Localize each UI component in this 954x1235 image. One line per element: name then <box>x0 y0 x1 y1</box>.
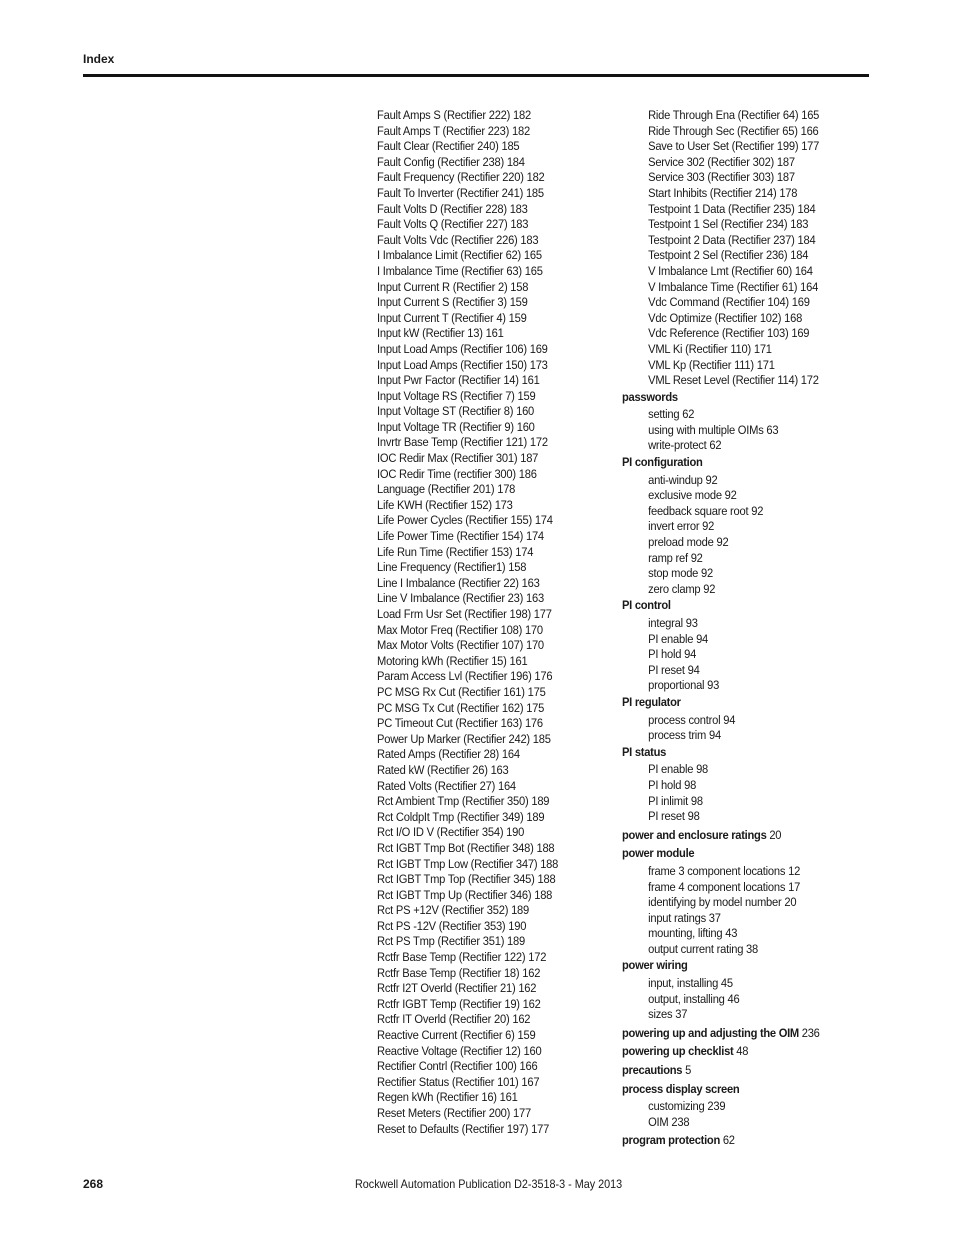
index-heading-term: power and enclosure ratings <box>622 827 767 842</box>
index-subentry: Input Voltage TR (Rectifier 9) 160 <box>377 419 535 434</box>
index-subentry: Line V Imbalance (Rectifier 23) 163 <box>377 591 544 606</box>
index-subentry: Life Power Cycles (Rectifier 155) 174 <box>377 513 553 528</box>
index-heading <box>622 1082 856 1098</box>
index-subentry: Reset to Defaults (Rectifier 197) 177 <box>377 1121 550 1136</box>
index-heading <box>622 745 856 761</box>
index-subentry: Fault Volts Vdc (Rectifier 226) 183 <box>377 232 539 247</box>
index-subentry: zero clamp 92 <box>648 581 716 596</box>
index-subentry: PI enable 94 <box>648 631 709 646</box>
index-subentry: stop mode 92 <box>648 566 713 581</box>
index-heading <box>622 695 856 711</box>
index-subentry: Testpoint 1 Data (Rectifier 235) 184 <box>648 201 816 216</box>
index-heading-term: process display screen <box>622 1081 740 1096</box>
index-subentry: proportional 93 <box>648 678 720 693</box>
index-subentry: Reset Meters (Rectifier 200) 177 <box>377 1106 531 1120</box>
index-column-right <box>622 108 882 1152</box>
index-subentry: Input Current R (Rectifier 2) 158 <box>377 279 529 294</box>
index-heading-term: powering up checklist <box>622 1044 734 1059</box>
index-heading-page: 62 <box>722 1133 735 1148</box>
index-subentry: Max Motor Freq (Rectifier 108) 170 <box>377 622 543 637</box>
index-subentry: Ride Through Sec (Rectifier 65) 166 <box>648 123 819 138</box>
index-column-left <box>377 108 617 1137</box>
index-subentry: Reactive Current (Rectifier 6) 159 <box>377 1028 536 1043</box>
index-subentry: Vdc Optimize (Rectifier 102) 168 <box>648 310 803 325</box>
index-subentry: V Imbalance Time (Rectifier 61) 164 <box>648 279 819 294</box>
index-subentry: PC Timeout Cut (Rectifier 163) 176 <box>377 716 543 731</box>
index-subentry: Life KWH (Rectifier 152) 173 <box>377 497 513 512</box>
index-heading-page: 48 <box>736 1044 749 1059</box>
index-subentry: Power Up Marker (Rectifier 242) 185 <box>377 731 551 746</box>
index-heading-term: PI regulator <box>622 694 681 709</box>
index-heading <box>622 828 856 844</box>
index-subentry: Vdc Reference (Rectifier 103) 169 <box>648 326 810 341</box>
index-subentry: using with multiple OIMs 63 <box>648 422 779 437</box>
index-heading-term: powering up and adjusting the OIM <box>622 1025 799 1040</box>
index-heading-page: 20 <box>769 827 782 842</box>
index-subentry: input, installing 45 <box>648 976 733 991</box>
index-subentry: Rct IGBT Tmp Bot (Rectifier 348) 188 <box>377 840 555 855</box>
index-subentry: Rct IGBT Tmp Low (Rectifier 347) 188 <box>377 856 559 871</box>
index-subentry: invert error 92 <box>648 519 715 534</box>
index-subentry: Rct PS -12V (Rectifier 353) 190 <box>377 918 527 933</box>
index-subentry: exclusive mode 92 <box>648 488 737 503</box>
index-subentry: Rct I/O ID V (Rectifier 354) 190 <box>377 825 525 840</box>
index-heading <box>622 846 856 862</box>
index-subentry: OIM 238 <box>648 1114 690 1129</box>
index-heading-term: precautions <box>622 1063 683 1078</box>
index-subentry: preload mode 92 <box>648 535 729 550</box>
index-subentry: process control 94 <box>648 712 736 727</box>
index-subentry: Service 302 (Rectifier 302) 187 <box>648 154 795 169</box>
index-subentry: Input Current T (Rectifier 4) 159 <box>377 310 527 325</box>
index-subentry: PI reset 98 <box>648 809 700 824</box>
index-subentry: ramp ref 92 <box>648 550 703 565</box>
index-subentry: VML Ki (Rectifier 110) 171 <box>648 341 772 356</box>
index-heading-term: program protection <box>622 1133 720 1148</box>
index-subentry: Life Run Time (Rectifier 153) 174 <box>377 544 534 559</box>
index-subentry: frame 3 component locations 12 <box>648 863 801 878</box>
index-subentry: Input Current S (Rectifier 3) 159 <box>377 295 528 310</box>
index-subentry: Start Inhibits (Rectifier 214) 178 <box>648 185 798 200</box>
publication-info: Rockwell Automation Publication D2-3518-3 - May 2013 <box>355 1177 623 1191</box>
index-subentry: IOC Redir Time (rectifier 300) 186 <box>377 466 537 481</box>
index-subentry: Input Voltage RS (Rectifier 7) 159 <box>377 388 536 403</box>
index-subentry: Load Frm Usr Set (Rectifier 198) 177 <box>377 607 552 621</box>
index-subentry: anti-windup 92 <box>648 472 718 487</box>
index-heading <box>622 390 856 406</box>
index-subentry: Rct PS Tmp (Rectifier 351) 189 <box>377 934 525 949</box>
index-heading-term: passwords <box>622 389 678 404</box>
index-subentry: PI reset 94 <box>648 662 700 677</box>
index-subentry: V Imbalance Lmt (Rectifier 60) 164 <box>648 263 813 278</box>
index-subentry: Rated kW (Rectifier 26) 163 <box>377 762 509 777</box>
index-heading-term: PI control <box>622 598 671 613</box>
index-subentry: Rectifier Contrl (Rectifier 100) 166 <box>377 1059 538 1074</box>
index-subentry: frame 4 component locations 17 <box>648 879 801 894</box>
index-subentry: PI hold 94 <box>648 647 697 662</box>
index-subentry: Rctfr Base Temp (Rectifier 122) 172 <box>377 950 547 965</box>
index-subentry: Max Motor Volts (Rectifier 107) 170 <box>377 638 544 653</box>
index-subentry: Ride Through Ena (Rectifier 64) 165 <box>648 108 820 122</box>
index-subentry: Reactive Voltage (Rectifier 12) 160 <box>377 1043 542 1058</box>
index-subentry: Service 303 (Rectifier 303) 187 <box>648 170 795 185</box>
index-heading-page: 5 <box>685 1063 692 1078</box>
index-subentry: Testpoint 2 Sel (Rectifier 236) 184 <box>648 248 809 263</box>
index-subentry: Rct ColdpIt Tmp (Rectifier 349) 189 <box>377 809 545 824</box>
index-subentry: write-protect 62 <box>648 438 722 453</box>
index-subentry: Input Load Amps (Rectifier 106) 169 <box>377 341 548 356</box>
index-subentry: sizes 37 <box>648 1007 688 1022</box>
index-subentry: Rated Volts (Rectifier 27) 164 <box>377 778 516 793</box>
index-subentry: input ratings 37 <box>648 910 721 925</box>
index-subentry: PI hold 98 <box>648 777 697 792</box>
index-heading-term: power wiring <box>622 958 688 973</box>
index-subentry: Rctfr IT Overld (Rectifier 20) 162 <box>377 1012 531 1027</box>
index-subentry: Rct PS +12V (Rectifier 352) 189 <box>377 903 530 918</box>
index-subentry: Line I Imbalance (Rectifier 22) 163 <box>377 575 540 590</box>
page-number: 268 <box>83 1177 104 1191</box>
index-subentry: Fault Config (Rectifier 238) 184 <box>377 154 525 169</box>
index-heading-term: PI configuration <box>622 455 703 470</box>
index-subentry: Language (Rectifier 201) 178 <box>377 482 516 497</box>
index-subentry: Vdc Command (Rectifier 104) 169 <box>648 295 810 310</box>
index-subentry: Fault To Inverter (Rectifier 241) 185 <box>377 185 544 200</box>
index-subentry: VML Reset Level (Rectifier 114) 172 <box>648 373 819 388</box>
index-subentry: Motoring kWh (Rectifier 15) 161 <box>377 653 528 668</box>
index-heading-page: 236 <box>801 1025 820 1040</box>
index-subentry: Testpoint 2 Data (Rectifier 237) 184 <box>648 232 816 247</box>
index-subentry: Rct IGBT Tmp Top (Rectifier 345) 188 <box>377 872 556 887</box>
index-subentry: identifying by model number 20 <box>648 895 797 910</box>
index-subentry: Fault Clear (Rectifier 240) 185 <box>377 139 520 154</box>
index-subentry: Input kW (Rectifier 13) 161 <box>377 326 504 341</box>
header-rule <box>83 74 869 77</box>
index-subentry: Save to User Set (Rectifier 199) 177 <box>648 139 820 154</box>
index-subentry: Rct Ambient Tmp (Rectifier 350) 189 <box>377 794 550 809</box>
index-subentry: Life Power Time (Rectifier 154) 174 <box>377 529 544 544</box>
index-subentry: customizing 239 <box>648 1099 726 1114</box>
index-subentry: VML Kp (Rectifier 111) 171 <box>648 357 775 372</box>
index-heading-term: PI status <box>622 744 667 759</box>
index-subentry: Rectifier Status (Rectifier 101) 167 <box>377 1074 540 1089</box>
index-subentry: Fault Amps T (Rectifier 223) 182 <box>377 123 530 138</box>
index-subentry: PC MSG Rx Cut (Rectifier 161) 175 <box>377 684 546 699</box>
index-subentry: Rct IGBT Tmp Up (Rectifier 346) 188 <box>377 887 553 902</box>
index-heading <box>622 1133 856 1149</box>
index-subentry: IOC Redir Max (Rectifier 301) 187 <box>377 451 539 466</box>
index-subentry: mounting, lifting 43 <box>648 926 738 941</box>
index-subentry: Param Access Lvl (Rectifier 196) 176 <box>377 669 553 684</box>
index-subentry: PC MSG Tx Cut (Rectifier 162) 175 <box>377 700 545 715</box>
index-subentry: process trim 94 <box>648 728 721 743</box>
index-subentry: Rctfr I2T Overld (Rectifier 21) 162 <box>377 981 537 996</box>
index-heading <box>622 1044 856 1060</box>
index-subentry: Testpoint 1 Sel (Rectifier 234) 183 <box>648 217 809 232</box>
index-subentry: Line Frequency (Rectifier1) 158 <box>377 560 527 575</box>
index-subentry: integral 93 <box>648 616 698 630</box>
index-subentry: Regen kWh (Rectifier 16) 161 <box>377 1090 518 1105</box>
index-subentry: feedback square root 92 <box>648 503 764 518</box>
index-subentry: Rctfr IGBT Temp (Rectifier 19) 162 <box>377 996 541 1011</box>
index-subentry: Rctfr Base Temp (Rectifier 18) 162 <box>377 965 541 980</box>
index-heading <box>622 598 856 614</box>
index-subentry: Input Voltage ST (Rectifier 8) 160 <box>377 404 535 419</box>
index-subentry: Invrtr Base Temp (Rectifier 121) 172 <box>377 435 548 450</box>
index-heading <box>622 455 856 471</box>
index-subentry: Input Load Amps (Rectifier 150) 173 <box>377 357 548 372</box>
index-heading <box>622 1026 856 1042</box>
index-subentry: output current rating 38 <box>648 941 759 956</box>
index-subentry: Fault Frequency (Rectifier 220) 182 <box>377 170 545 185</box>
index-subentry: I Imbalance Limit (Rectifier 62) 165 <box>377 248 542 263</box>
index-heading <box>622 1063 856 1079</box>
index-subentry: output, installing 46 <box>648 991 740 1006</box>
index-subentry: Fault Volts D (Rectifier 228) 183 <box>377 201 528 216</box>
index-subentry: PI enable 98 <box>648 762 709 777</box>
index-subentry: I Imbalance Time (Rectifier 63) 165 <box>377 263 543 278</box>
index-subentry: Input Pwr Factor (Rectifier 14) 161 <box>377 373 540 388</box>
index-subentry: Fault Volts Q (Rectifier 227) 183 <box>377 217 529 232</box>
running-header-title: Index <box>83 52 115 66</box>
index-heading-term: power module <box>622 846 695 861</box>
index-subentry: Rated Amps (Rectifier 28) 164 <box>377 747 520 762</box>
index-subentry: PI inlimit 98 <box>648 793 703 808</box>
index-subentry: Fault Amps S (Rectifier 222) 182 <box>377 108 531 122</box>
index-subentry: setting 62 <box>648 407 695 422</box>
index-heading <box>622 958 856 974</box>
